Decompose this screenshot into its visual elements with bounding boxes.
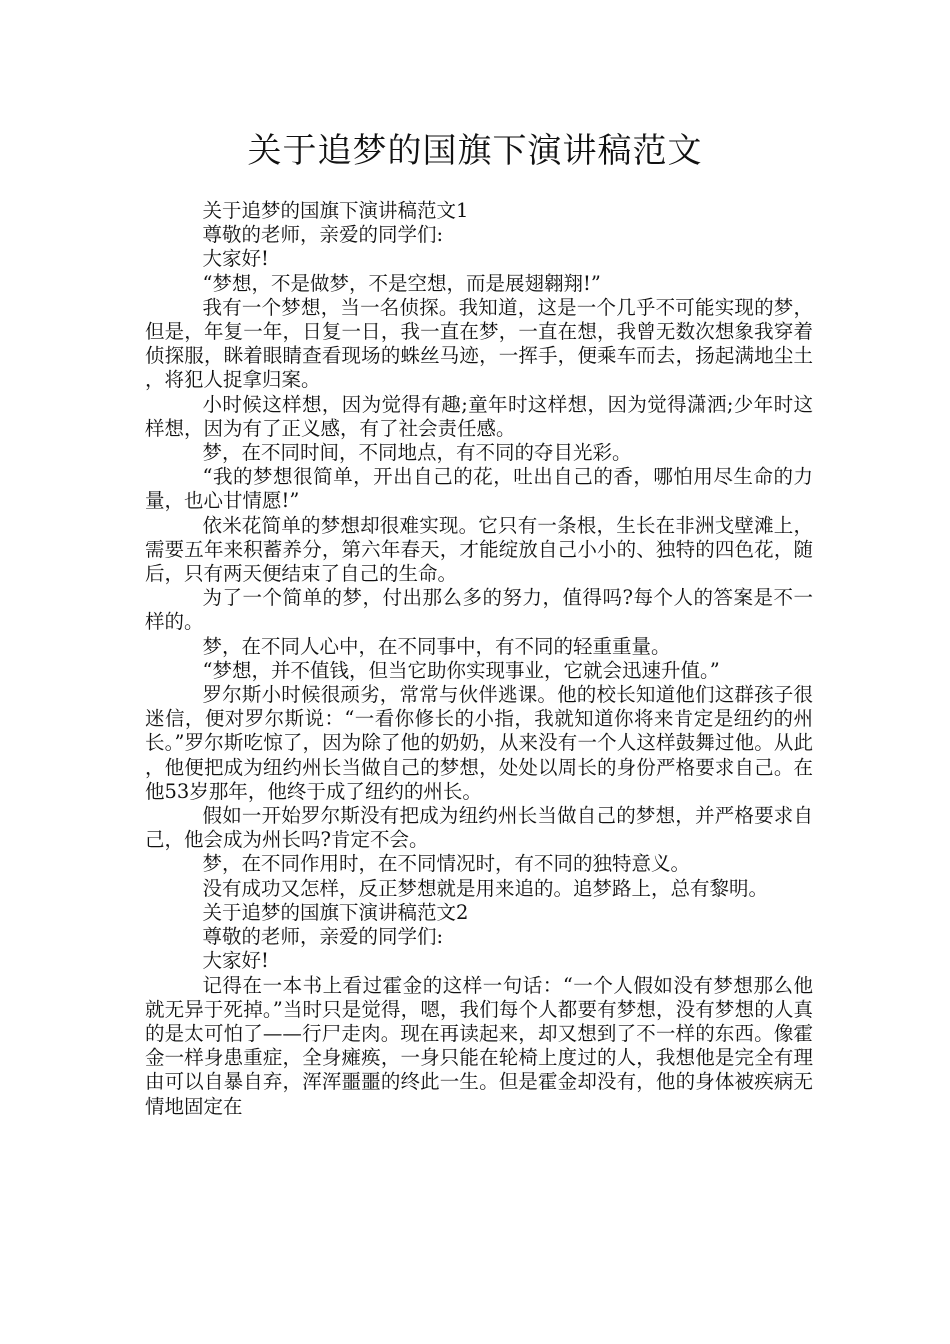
paragraph: 没有成功又怎样，反正梦想就是用来追的。追梦路上，总有黎明。 — [202, 876, 769, 900]
paragraph: 梦，在不同作用时，在不同情况时，有不同的独特意义。 — [202, 852, 691, 876]
paragraph: 关于追梦的国旗下演讲稿范文1 — [202, 199, 469, 222]
paragraph: 尊敬的老师，亲爱的同学们: — [202, 925, 444, 949]
paragraph: “我的梦想很简单，开出自己的花，吐出自己的香，哪怕用尽生命的力量，也心甘情愿!” — [145, 465, 813, 513]
paragraph: 小时候这样想，因为觉得有趣;童年时这样想，因为觉得潇洒;少年时这样想，因为有了正义感，有了社会责任感。 — [145, 392, 813, 440]
paragraph: 关于追梦的国旗下演讲稿范文2 — [202, 900, 469, 924]
paragraph: “梦想，不是做梦，不是空想，而是展翅翱翔!” — [202, 271, 601, 295]
document-body — [145, 199, 813, 1119]
paragraph: 大家好! — [202, 247, 269, 271]
paragraph: 为了一个简单的梦，付出那么多的努力，值得吗?每个人的答案是不一样的。 — [145, 586, 813, 634]
paragraph: 尊敬的老师，亲爱的同学们: — [202, 223, 444, 247]
paragraph: 假如一开始罗尔斯没有把成为纽约州长当做自己的梦想，并严格要求自己，他会成为州长吗?肯定不会。 — [145, 804, 813, 852]
paragraph: 大家好! — [202, 949, 269, 973]
paragraph: 罗尔斯小时候很顽劣，常常与伙伴逃课。他的校长知道他们这群孩子很迷信，便对罗尔斯说：“一看你修长的小指，我就知道你将来肯定是纽约的州长。”罗尔斯吃惊了，因为除了他的奶奶，从来没有一个人这样鼓舞过他。从此，他便把成为纽约州长当做自己的梦想，处处以周长的身份严格要求自己。在他53岁那年，他终于成了纽约的州长。 — [145, 683, 813, 803]
paragraph: “梦想，并不值钱，但当它助你实现事业，它就会迅速升值。” — [202, 658, 720, 682]
paragraph: 我有一个梦想，当一名侦探。我知道，这是一个几乎不可能实现的梦，但是，年复一年，日复一日，我一直在梦，一直在想，我曾无数次想象我穿着侦探服，眯着眼睛查看现场的蛛丝马迹，一挥手，便乘车而去，扬起满地尘土，将犯人捉拿归案。 — [145, 295, 813, 392]
paragraph: 依米花简单的梦想却很难实现。它只有一条根，生长在非洲戈壁滩上，需要五年来积蓄养分，第六年春天，才能绽放自己小小的、独特的四色花，随后，只有两天便结束了自己的生命。 — [145, 513, 813, 586]
document-title: 关于追梦的国旗下演讲稿范文 — [247, 131, 703, 171]
paragraph: 记得在一本书上看过霍金的这样一句话：“一个人假如没有梦想那么他就无异于死掉。”当时只是觉得，嗯，我们每个人都要有梦想，没有梦想的人真的是太可怕了——行尸走肉。现在再读起来，却又想到了不一样的东西。像霍金一样身患重症，全身瘫痪，一身只能在轮椅上度过的人，我想他是完全有理由可以自暴自弃，浑浑噩噩的终此一生。但是霍金却没有，他的身体被疾病无情地固定在 — [145, 973, 813, 1118]
paragraph: 梦，在不同时间，不同地点，有不同的夺目光彩。 — [202, 441, 632, 465]
paragraph: 梦，在不同人心中，在不同事中，有不同的轻重重量。 — [202, 634, 671, 658]
